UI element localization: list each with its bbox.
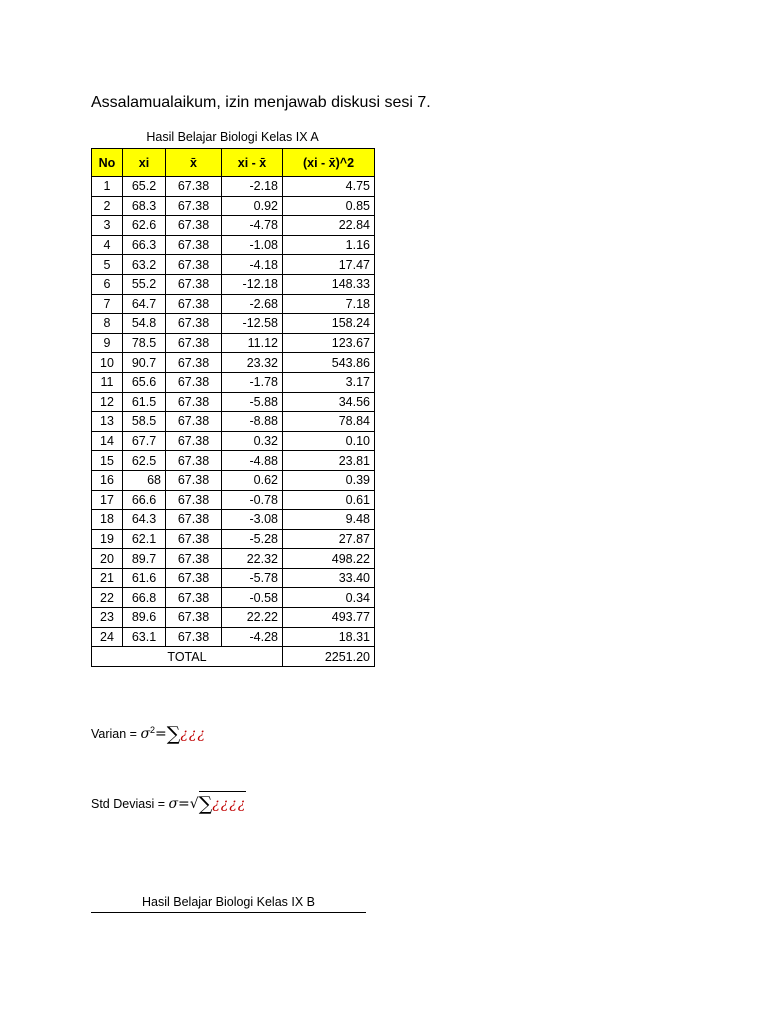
- cell-squared-deviation: 7.18: [283, 294, 375, 314]
- header-no: No: [92, 149, 123, 177]
- sqrt-body: [199, 791, 247, 815]
- table-row: [92, 196, 375, 216]
- cell-no: 21: [92, 568, 123, 588]
- cell-no: 7: [92, 294, 123, 314]
- cell-no: 18: [92, 510, 123, 530]
- cell-deviation: -2.18: [222, 177, 283, 197]
- cell-deviation: -8.88: [222, 412, 283, 432]
- cell-mean: 67.38: [166, 490, 222, 510]
- sum-icon: ∑: [198, 793, 213, 815]
- header-deviation: xi - x̄: [222, 149, 283, 177]
- cell-xi: 68: [123, 470, 166, 490]
- cell-xi: 65.2: [123, 177, 166, 197]
- total-row: [92, 647, 375, 667]
- cell-squared-deviation: 158.24: [283, 314, 375, 334]
- cell-mean: 67.38: [166, 608, 222, 628]
- cell-xi: 64.3: [123, 510, 166, 530]
- table-row: [92, 353, 375, 373]
- sum-icon: ∑: [166, 723, 181, 745]
- cell-deviation: -5.28: [222, 529, 283, 549]
- table-row: [92, 392, 375, 412]
- cell-mean: 67.38: [166, 196, 222, 216]
- cell-no: 6: [92, 274, 123, 294]
- cell-mean: 67.38: [166, 627, 222, 647]
- cell-no: 24: [92, 627, 123, 647]
- cell-deviation: 22.32: [222, 549, 283, 569]
- cell-deviation: 11.12: [222, 333, 283, 353]
- cell-xi: 63.2: [123, 255, 166, 275]
- header-xi: xi: [123, 149, 166, 177]
- cell-squared-deviation: 18.31: [283, 627, 375, 647]
- table-row: [92, 588, 375, 608]
- cell-xi: 67.7: [123, 431, 166, 451]
- cell-xi: 90.7: [123, 353, 166, 373]
- cell-xi: 68.3: [123, 196, 166, 216]
- cell-deviation: 0.92: [222, 196, 283, 216]
- equals-sign: =: [155, 726, 167, 742]
- table-a-title: Hasil Belajar Biologi Kelas IX A: [146, 130, 319, 144]
- cell-xi: 64.7: [123, 294, 166, 314]
- cell-no: 13: [92, 412, 123, 432]
- cell-mean: 67.38: [166, 353, 222, 373]
- cell-squared-deviation: 0.39: [283, 470, 375, 490]
- cell-xi: 89.6: [123, 608, 166, 628]
- cell-xi: 78.5: [123, 333, 166, 353]
- cell-deviation: -12.58: [222, 314, 283, 334]
- cell-xi: 62.5: [123, 451, 166, 471]
- table-row: [92, 274, 375, 294]
- cell-squared-deviation: 0.34: [283, 588, 375, 608]
- cell-xi: 62.1: [123, 529, 166, 549]
- table-row: [92, 529, 375, 549]
- cell-mean: 67.38: [166, 216, 222, 236]
- cell-deviation: -0.58: [222, 588, 283, 608]
- cell-deviation: -3.08: [222, 510, 283, 530]
- data-table-a: [91, 148, 375, 667]
- table-row: [92, 314, 375, 334]
- cell-no: 22: [92, 588, 123, 608]
- cell-squared-deviation: 0.10: [283, 431, 375, 451]
- cell-no: 10: [92, 353, 123, 373]
- cell-no: 17: [92, 490, 123, 510]
- cell-deviation: -1.78: [222, 372, 283, 392]
- table-row: [92, 568, 375, 588]
- cell-deviation: -4.78: [222, 216, 283, 236]
- cell-mean: 67.38: [166, 235, 222, 255]
- cell-deviation: 22.22: [222, 608, 283, 628]
- cell-xi: 54.8: [123, 314, 166, 334]
- table-row: [92, 470, 375, 490]
- table-row: [92, 177, 375, 197]
- cell-mean: 67.38: [166, 588, 222, 608]
- equals-sign: =: [178, 796, 190, 812]
- total-value: 2251.20: [283, 647, 375, 667]
- cell-xi: 61.6: [123, 568, 166, 588]
- cell-mean: 67.38: [166, 333, 222, 353]
- cell-xi: 66.8: [123, 588, 166, 608]
- cell-mean: 67.38: [166, 412, 222, 432]
- cell-mean: 67.38: [166, 568, 222, 588]
- std-formula: [91, 791, 246, 815]
- cell-no: 9: [92, 333, 123, 353]
- cell-squared-deviation: 0.61: [283, 490, 375, 510]
- garbled-expression: ¿¿¿¿: [212, 796, 247, 812]
- cell-squared-deviation: 22.84: [283, 216, 375, 236]
- cell-xi: 55.2: [123, 274, 166, 294]
- cell-deviation: -5.88: [222, 392, 283, 412]
- cell-xi: 58.5: [123, 412, 166, 432]
- cell-squared-deviation: 33.40: [283, 568, 375, 588]
- cell-squared-deviation: 0.85: [283, 196, 375, 216]
- cell-no: 2: [92, 196, 123, 216]
- cell-deviation: 23.32: [222, 353, 283, 373]
- cell-mean: 67.38: [166, 294, 222, 314]
- table-row: [92, 627, 375, 647]
- cell-squared-deviation: 9.48: [283, 510, 375, 530]
- varian-formula: [91, 723, 206, 745]
- cell-no: 16: [92, 470, 123, 490]
- cell-xi: 66.3: [123, 235, 166, 255]
- cell-deviation: 0.62: [222, 470, 283, 490]
- cell-mean: 67.38: [166, 392, 222, 412]
- cell-deviation: 0.32: [222, 431, 283, 451]
- cell-xi: 66.6: [123, 490, 166, 510]
- cell-no: 20: [92, 549, 123, 569]
- table-row: [92, 255, 375, 275]
- table-b-top-border: [91, 912, 366, 913]
- sqrt-icon: √: [189, 796, 199, 812]
- table-row: [92, 608, 375, 628]
- cell-no: 8: [92, 314, 123, 334]
- cell-mean: 67.38: [166, 255, 222, 275]
- cell-deviation: -4.88: [222, 451, 283, 471]
- cell-deviation: -12.18: [222, 274, 283, 294]
- sigma-symbol: σ: [168, 796, 179, 812]
- header-squared-deviation: (xi - x̄)^2: [283, 149, 375, 177]
- table-row: [92, 549, 375, 569]
- intro-text: Assalamualaikum, izin menjawab diskusi sesi 7.: [91, 94, 431, 111]
- cell-deviation: -4.18: [222, 255, 283, 275]
- cell-squared-deviation: 498.22: [283, 549, 375, 569]
- table-row: [92, 510, 375, 530]
- table-row: [92, 294, 375, 314]
- cell-deviation: -4.28: [222, 627, 283, 647]
- table-row: [92, 451, 375, 471]
- table-header-row: [92, 149, 375, 177]
- cell-squared-deviation: 543.86: [283, 353, 375, 373]
- total-label: TOTAL: [92, 647, 283, 667]
- cell-squared-deviation: 3.17: [283, 372, 375, 392]
- cell-mean: 67.38: [166, 451, 222, 471]
- table-row: [92, 412, 375, 432]
- cell-no: 5: [92, 255, 123, 275]
- cell-xi: 65.6: [123, 372, 166, 392]
- header-mean: x̄: [166, 149, 222, 177]
- cell-mean: 67.38: [166, 372, 222, 392]
- cell-no: 12: [92, 392, 123, 412]
- cell-deviation: -2.68: [222, 294, 283, 314]
- cell-mean: 67.38: [166, 549, 222, 569]
- cell-no: 4: [92, 235, 123, 255]
- cell-no: 11: [92, 372, 123, 392]
- cell-squared-deviation: 123.67: [283, 333, 375, 353]
- table-b-title: Hasil Belajar Biologi Kelas IX B: [142, 895, 315, 909]
- table-row: [92, 333, 375, 353]
- garbled-expression: ¿¿¿: [180, 726, 206, 742]
- cell-squared-deviation: 78.84: [283, 412, 375, 432]
- cell-no: 3: [92, 216, 123, 236]
- cell-mean: 67.38: [166, 431, 222, 451]
- varian-label: Varian =: [91, 727, 141, 741]
- cell-mean: 67.38: [166, 529, 222, 549]
- cell-squared-deviation: 1.16: [283, 235, 375, 255]
- cell-squared-deviation: 4.75: [283, 177, 375, 197]
- cell-mean: 67.38: [166, 314, 222, 334]
- cell-squared-deviation: 493.77: [283, 608, 375, 628]
- cell-mean: 67.38: [166, 274, 222, 294]
- cell-no: 1: [92, 177, 123, 197]
- cell-squared-deviation: 148.33: [283, 274, 375, 294]
- cell-deviation: -5.78: [222, 568, 283, 588]
- cell-no: 19: [92, 529, 123, 549]
- cell-xi: 62.6: [123, 216, 166, 236]
- cell-no: 15: [92, 451, 123, 471]
- table-row: [92, 372, 375, 392]
- exponent: 2: [150, 724, 156, 735]
- cell-deviation: -1.08: [222, 235, 283, 255]
- table-row: [92, 431, 375, 451]
- cell-squared-deviation: 34.56: [283, 392, 375, 412]
- cell-xi: 89.7: [123, 549, 166, 569]
- cell-mean: 67.38: [166, 177, 222, 197]
- cell-mean: 67.38: [166, 510, 222, 530]
- table-row: [92, 490, 375, 510]
- cell-no: 23: [92, 608, 123, 628]
- cell-mean: 67.38: [166, 470, 222, 490]
- table-row: [92, 235, 375, 255]
- cell-deviation: -0.78: [222, 490, 283, 510]
- sigma-symbol: σ: [140, 726, 151, 742]
- cell-xi: 63.1: [123, 627, 166, 647]
- cell-xi: 61.5: [123, 392, 166, 412]
- cell-squared-deviation: 27.87: [283, 529, 375, 549]
- std-label: Std Deviasi =: [91, 797, 169, 811]
- cell-squared-deviation: 23.81: [283, 451, 375, 471]
- table-row: [92, 216, 375, 236]
- cell-no: 14: [92, 431, 123, 451]
- cell-squared-deviation: 17.47: [283, 255, 375, 275]
